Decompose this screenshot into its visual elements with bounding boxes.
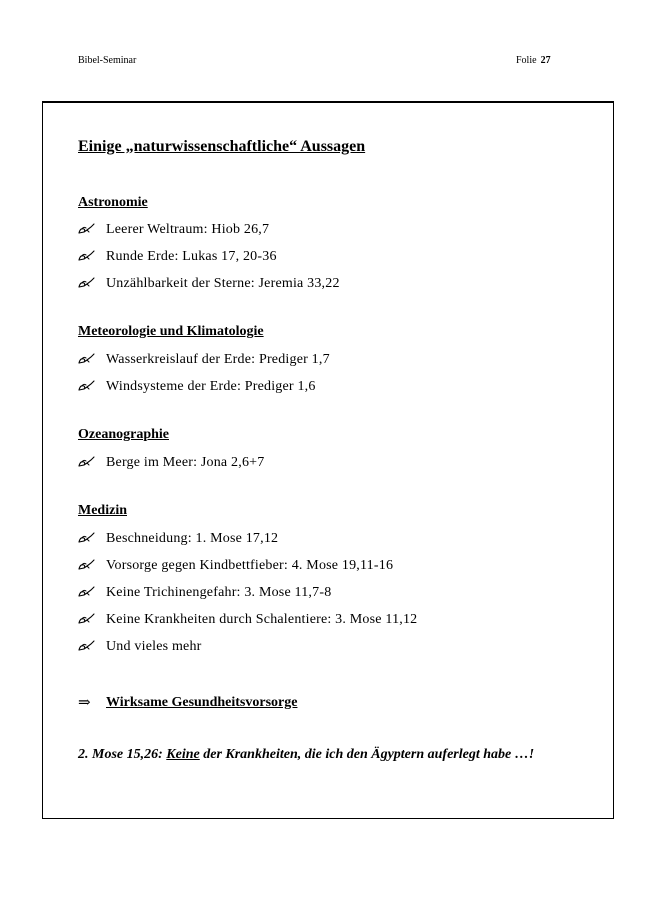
list-item-text: Leerer Weltraum: Hiob 26,7 <box>106 222 270 237</box>
list-item <box>78 221 269 239</box>
writing-hand-icon <box>78 250 106 264</box>
list-item-text: Windsysteme der Erde: Prediger 1,6 <box>106 379 316 394</box>
list-item-text: Berge im Meer: Jona 2,6+7 <box>106 455 265 470</box>
list-item-text: Beschneidung: 1. Mose 17,12 <box>106 531 279 546</box>
writing-hand-icon <box>78 559 106 573</box>
list-item <box>78 584 331 602</box>
header-left: Bibel-Seminar <box>78 55 137 66</box>
list-item <box>78 530 278 548</box>
list-item <box>78 611 417 629</box>
conclusion-text: Wirksame Gesundheitsvorsorge <box>106 694 298 710</box>
list-item <box>78 454 264 472</box>
implies-arrow-icon: ⇒ <box>78 695 91 711</box>
writing-hand-icon <box>78 353 106 367</box>
list-item-text: Wasserkreislauf der Erde: Prediger 1,7 <box>106 352 330 367</box>
list-item-text: Keine Trichinengefahr: 3. Mose 11,7-8 <box>106 585 332 600</box>
slide-label: Folie <box>516 55 537 66</box>
list-item <box>78 638 202 656</box>
list-item <box>78 275 340 293</box>
list-item-text: Unzählbarkeit der Sterne: Jeremia 33,22 <box>106 276 340 291</box>
list-item <box>78 557 393 575</box>
section-heading-ozeanographie: Ozeanographie <box>78 427 169 442</box>
page-title: Einige „naturwissenschaftliche“ Aussagen <box>78 138 366 155</box>
section-heading-astronomie: Astronomie <box>78 195 148 210</box>
section-heading-medizin: Medizin <box>78 503 127 518</box>
writing-hand-icon <box>78 532 106 546</box>
list-item-text: Und vieles mehr <box>106 639 202 654</box>
writing-hand-icon <box>78 640 106 654</box>
writing-hand-icon <box>78 277 106 291</box>
list-item-text: Vorsorge gegen Kindbettfieber: 4. Mose 19,11-16 <box>106 558 394 573</box>
list-item <box>78 378 316 396</box>
list-item <box>78 248 277 266</box>
quote-reference: 2. Mose 15,26: <box>78 747 167 762</box>
conclusion <box>78 693 297 712</box>
writing-hand-icon <box>78 380 106 394</box>
list-item <box>78 351 330 369</box>
header-right <box>516 55 551 66</box>
writing-hand-icon <box>78 586 106 600</box>
quote-text: der Krankheiten, die ich den Ägyptern auferlegt habe …! <box>199 747 535 762</box>
section-heading-meteorologie: Meteorologie und Klimatologie <box>78 324 264 339</box>
list-item-text: Keine Krankheiten durch Schalentiere: 3. Mose 11,12 <box>106 612 418 627</box>
writing-hand-icon <box>78 456 106 470</box>
writing-hand-icon <box>78 223 106 237</box>
writing-hand-icon <box>78 613 106 627</box>
quote-keyword: Keine <box>166 747 200 762</box>
bible-quote <box>78 747 534 763</box>
slide-number: 27 <box>540 55 551 66</box>
list-item-text: Runde Erde: Lukas 17, 20-36 <box>106 249 277 264</box>
